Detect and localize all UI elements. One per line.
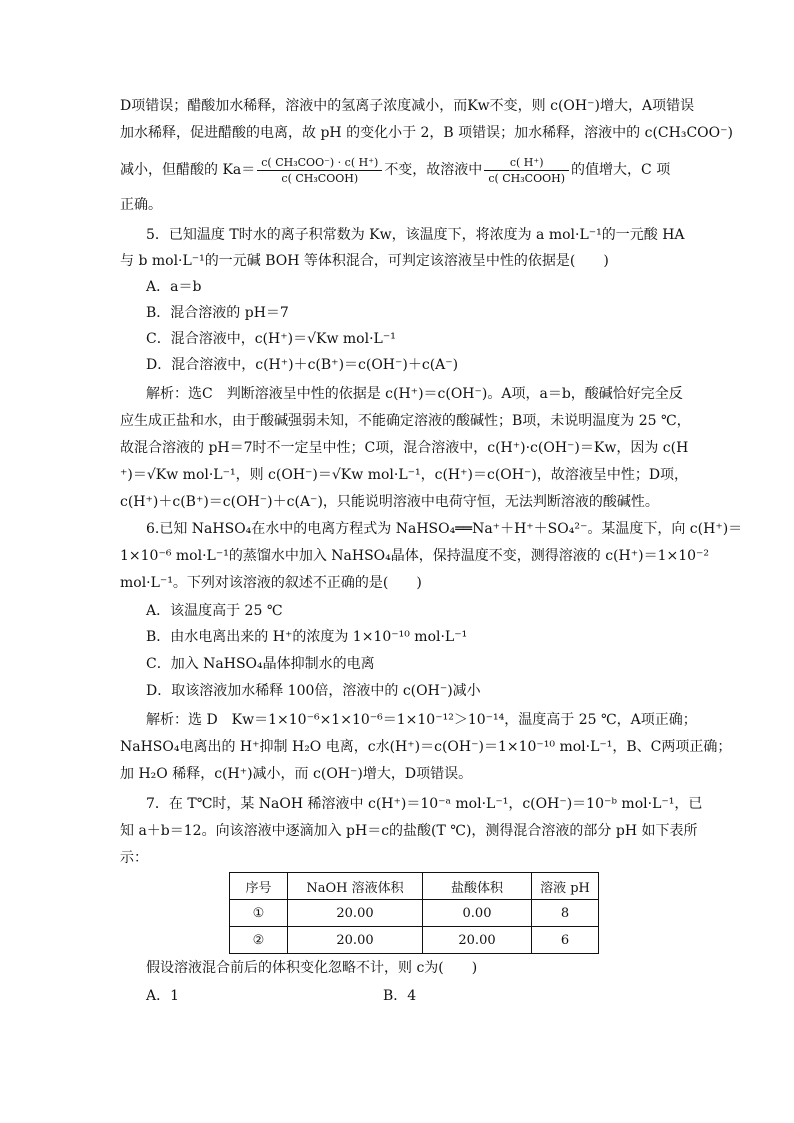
option-c: C．混合溶液中，c(H⁺)＝√Kw mol·L⁻¹ (146, 331, 396, 347)
option-b: B．由水电离出来的 H⁺的浓度为 1×10⁻¹⁰ mol·L⁻¹ (146, 629, 468, 645)
table-cell: 0.00 (423, 900, 532, 927)
text-line: c(H⁺)＋c(B⁺)＝c(OH⁻)＋c(A⁻)，只能说明溶液中电荷守恒，无法判断溶液的酸碱性。 (120, 494, 659, 510)
text-line: D项错误；醋酸加水稀释，溶液中的氢离子浓度减小，而Kw不变，则 c(OH⁻)增大，A项错误 (120, 98, 695, 114)
option-d: D．混合溶液中，c(H⁺)＋c(B⁺)＝c(OH⁻)＋c(A⁻) (146, 357, 459, 373)
option-a: A．a＝b (146, 279, 202, 295)
text-line: 1×10⁻⁶ mol·L⁻¹的蒸馏水中加入 NaHSO₄晶体，保持温度不变，测得溶液的 c(H⁺)＝1×10⁻² (120, 548, 710, 564)
text-line: 应生成正盐和水，由于酸碱强弱未知，不能确定溶液的酸碱性；B项，未说明温度为 25 ℃， (120, 413, 691, 429)
table-row (230, 927, 599, 954)
ka-fraction (257, 155, 382, 186)
table-cell: 20.00 (288, 900, 423, 927)
table-row (230, 900, 599, 927)
text-line: 示： (120, 850, 148, 866)
table-cell: ② (230, 927, 288, 954)
fraction-line-middle: 不变，故溶液中 (384, 162, 483, 178)
table-cell: 8 (532, 900, 599, 927)
option-a: A．该温度高于 25 ℃ (146, 603, 283, 619)
option-b: B．混合溶液的 pH＝7 (146, 305, 289, 321)
ratio-fraction-numerator: c( H⁺) (484, 155, 569, 171)
table-cell: ① (230, 900, 288, 927)
text-line: 假设溶液混合前后的体积变化忽略不计，则 c为( ) (146, 960, 478, 976)
option-d: D．取该溶液加水稀释 100倍，溶液中的 c(OH⁻)减小 (146, 683, 481, 699)
question-5-stem: 5．已知温度 T时水的离子积常数为 Kw，该温度下，将浓度为 a mol·L⁻¹的一元酸 HA (146, 227, 685, 243)
text-line: 与 b mol·L⁻¹的一元碱 BOH 等体积混合，可判定该溶液呈中性的依据是( ) (120, 253, 609, 269)
text-line: 加 H₂O 稀释，c(H⁺)减小，而 c(OH⁻)增大，D项错误。 (120, 766, 473, 782)
table-header: 序号 (230, 873, 288, 900)
table-header-row (230, 873, 599, 900)
explanation-6: 解析：选 D Kw＝1×10⁻⁶×1×10⁻⁶＝1×10⁻¹²＞10⁻¹⁴，温度高于 25 ℃，A项正确； (146, 712, 697, 728)
text-line: 故混合溶液的 pH＝7时不一定呈中性；C项，混合溶液中，c(H⁺)·c(OH⁻)＝Kw，因为 c(H (120, 440, 689, 456)
ratio-fraction-denominator: c( CH₃COOH) (488, 171, 566, 185)
fraction-line-prefix: 减小，但醋酸的 Ka＝ (120, 162, 256, 178)
text-line: NaHSO₄电离出的 H⁺抑制 H₂O 电离，c水(H⁺)＝c(OH⁻)＝1×10⁻¹⁰ mol·L⁻¹，B、C两项正确； (120, 739, 732, 755)
table-header: 溶液 pH (532, 873, 599, 900)
fraction-line-suffix: 的值增大，C 项 (571, 162, 671, 178)
ka-fraction-numerator: c( CH₃COO⁻) · c( H⁺) (257, 155, 382, 171)
table-cell: 20.00 (288, 927, 423, 954)
ph-table (229, 872, 599, 954)
option-a: A．1 (146, 988, 180, 1004)
text-line: ⁺)＝√Kw mol·L⁻¹，则 c(OH⁻)＝√Kw mol·L⁻¹，c(H⁺)＝c(OH⁻)，故溶液呈中性；D项， (120, 467, 689, 483)
ka-fraction-denominator: c( CH₃COOH) (281, 171, 359, 185)
text-line: 正确。 (120, 197, 162, 213)
option-c: C．加入 NaHSO₄晶体抑制水的电离 (146, 656, 375, 672)
table-cell: 6 (532, 927, 599, 954)
explanation-5: 解析：选C 判断溶液呈中性的依据是 c(H⁺)＝c(OH⁻)。A项，a＝b，酸碱恰好完全反 (146, 386, 683, 402)
table-header: 盐酸体积 (423, 873, 532, 900)
text-line: mol·L⁻¹。下列对该溶液的叙述不正确的是( ) (120, 575, 422, 591)
question-6-stem: 6.已知 NaHSO₄在水中的电离方程式为 NaHSO₄══Na⁺＋H⁺＋SO₄²⁻。某温度下，向 c(H⁺)＝ (146, 521, 743, 537)
question-7-stem: 7．在 T℃时，某 NaOH 稀溶液中 c(H⁺)＝10⁻ᵃ mol·L⁻¹，c(OH⁻)＝10⁻ᵇ mol·L⁻¹，已 (146, 796, 703, 812)
table-cell: 20.00 (423, 927, 532, 954)
ratio-fraction (484, 155, 569, 186)
text-line: 加水稀释，促进醋酸的电离，故 pH 的变化小于 2，B 项错误；加水稀释，溶液中的 c(CH₃COO⁻) (120, 125, 733, 141)
option-b: B．4 (383, 988, 417, 1004)
table-header: NaOH 溶液体积 (288, 873, 423, 900)
fraction-line (120, 153, 670, 187)
text-line: 知 a＋b＝12。向该溶液中逐滴加入 pH＝c的盐酸(T ℃)，测得混合溶液的部分 pH 如下表所 (120, 823, 698, 839)
